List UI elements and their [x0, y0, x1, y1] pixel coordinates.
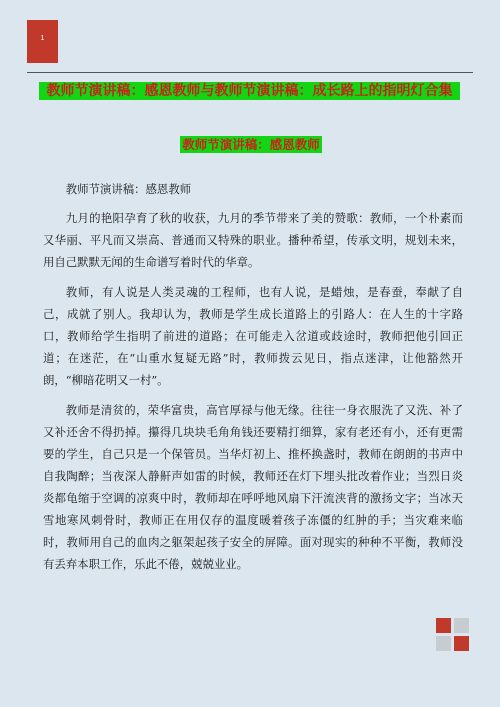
decorative-squares [436, 618, 470, 652]
red-square [436, 618, 451, 633]
page-number: 1 [40, 35, 45, 42]
header-divider [27, 72, 473, 73]
paragraph: 教师是清贫的，荣华富贵，高官厚禄与他无缘。往往一身衣服洗了又洗、补了又补还舍不得扔掉。攥得几块块毛角角钱还要精打细算，家有老还有小，还有更需要的学生，自己只是一个保管员。当华灯初上、推杯换盏时，教师在朗朗的书声中自我陶醉；当夜深人静鼾声如雷的时候，教师还在灯下埋头批改着作业；当烈日炎炎都龟缩于空调的凉爽中时，教师却在呼呼地风扇下汗流浃背的激扬文字；当冰天雪地寒风刺骨时，教师正在用仅存的温度暖着孩子冻僵的红肿的手；当灾难来临时，教师用自己的血肉之躯架起孩子安全的屏障。面对现实的种种不平衡，教师没有丢弃本职工作，乐此不倦，兢兢业业。 [43, 403, 463, 571]
intro-line: 教师节演讲稿：感恩教师 [65, 182, 192, 196]
gray-square [436, 636, 451, 651]
document-title: 教师节演讲稿：感恩教师与教师节演讲稿：成长路上的指明灯合集 [39, 82, 460, 100]
section-title: 教师节演讲稿：感恩教师 [180, 136, 322, 153]
paragraph: 教师，有人说是人类灵魂的工程师，也有人说，是蜡烛，是春蚕，奉献了自己，成就了别人。我却认为，教师是学生成长道路上的引路人：在人生的十字路口，教师给学生指明了前进的道路；在可能走入岔道或歧途时，教师把他引回正道；在迷茫，在“山重水复疑无路”时，教师拨云见日，指点迷津，让他豁然开朗，“柳暗花明又一村”。 [43, 285, 463, 387]
document-body [43, 178, 463, 583]
gray-square [454, 618, 469, 633]
paragraph: 九月的艳阳孕育了秋的收获，九月的季节带来了美的赞歌：教师，一个朴素而又华丽、平凡而又崇高、普通而又特殊的职业。播种希望，传承文明，规划未来，用自己默默无闻的生命谱写着时代的华章。 [43, 211, 463, 269]
page-number-badge [27, 20, 58, 63]
red-square [454, 636, 469, 651]
